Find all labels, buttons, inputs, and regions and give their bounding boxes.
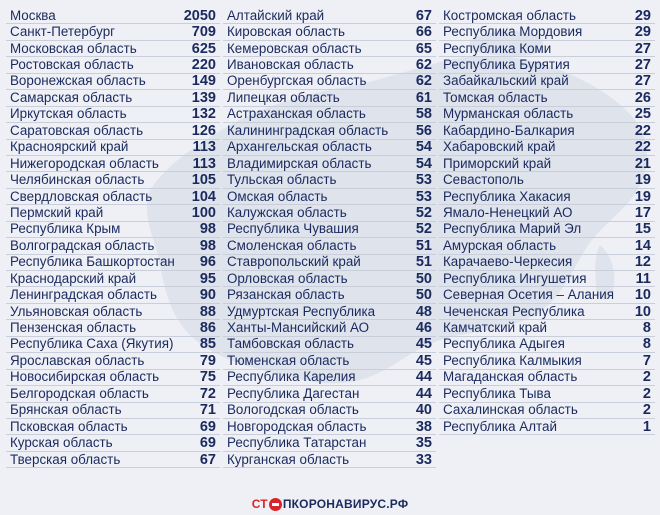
- region-name: Мурманская область: [443, 106, 574, 122]
- table-row: [439, 353, 655, 369]
- case-count: 2050: [183, 7, 216, 24]
- region-name: Республика Крым: [10, 221, 121, 237]
- table-row: [6, 205, 220, 221]
- table-row: [223, 353, 436, 369]
- case-count: 33: [415, 451, 432, 468]
- table-row: [6, 172, 220, 188]
- table-row: [6, 24, 220, 40]
- case-count: 40: [415, 402, 432, 419]
- region-name: Курская область: [10, 435, 113, 451]
- case-count: 29: [634, 7, 651, 24]
- table-row: [6, 57, 220, 73]
- table-row: [6, 74, 220, 90]
- table-row: [223, 140, 436, 156]
- region-name: Ямало-Ненецкий АО: [443, 204, 573, 220]
- case-count: 88: [199, 303, 216, 320]
- table-row: [223, 107, 436, 123]
- case-count: 100: [191, 204, 216, 221]
- case-count: 48: [415, 303, 432, 320]
- case-count: 58: [415, 106, 432, 123]
- region-name: Калужская область: [227, 204, 347, 220]
- region-name: Республика Бурятия: [443, 57, 570, 73]
- table-row: [223, 123, 436, 139]
- region-name: Пермский край: [10, 204, 104, 220]
- case-count: 52: [415, 221, 432, 238]
- case-count: 50: [415, 287, 432, 304]
- case-count: 14: [634, 237, 651, 254]
- region-name: Ярославская область: [10, 352, 145, 368]
- case-count: 113: [192, 155, 216, 172]
- table-row: [439, 287, 655, 303]
- region-name: Томская область: [443, 89, 548, 105]
- table-row: [6, 271, 220, 287]
- case-count: 51: [415, 237, 432, 254]
- region-name: Смоленская область: [227, 237, 357, 253]
- table-row: [223, 74, 436, 90]
- table-row: [223, 403, 436, 419]
- case-count: 72: [199, 385, 216, 402]
- region-name: Брянская область: [10, 402, 122, 418]
- case-count: 79: [199, 352, 216, 369]
- case-count: 25: [634, 106, 651, 123]
- region-name: Магаданская область: [443, 369, 578, 385]
- case-count: 98: [199, 237, 216, 254]
- case-count: 95: [199, 270, 216, 287]
- case-count: 45: [415, 352, 432, 369]
- region-name: Республика Хакасия: [443, 188, 571, 204]
- region-name: Ханты-Мансийский АО: [227, 320, 370, 336]
- region-name: Ростовская область: [10, 57, 134, 73]
- region-name: Чеченская Республика: [443, 303, 585, 319]
- table-row: [439, 271, 655, 287]
- case-count: 67: [415, 7, 432, 24]
- table-row: [223, 222, 436, 238]
- region-name: Нижегородская область: [10, 155, 159, 171]
- case-count: 12: [634, 254, 651, 271]
- case-count: 90: [199, 287, 216, 304]
- table-row: [439, 107, 655, 123]
- table-row: [6, 123, 220, 139]
- case-count: 625: [191, 40, 216, 57]
- region-name: Ульяновская область: [10, 303, 143, 319]
- table-row: [223, 156, 436, 172]
- region-name: Астраханская область: [227, 106, 366, 122]
- region-name: Республика Ингушетия: [443, 270, 587, 286]
- table-row: [6, 222, 220, 238]
- region-name: Республика Мордовия: [443, 24, 583, 40]
- region-name: Удмуртская Республика: [227, 303, 376, 319]
- table-row: [6, 255, 220, 271]
- table-row: [6, 304, 220, 320]
- region-name: Воронежская область: [10, 73, 146, 89]
- region-name: Кировская область: [227, 24, 345, 40]
- table-row: [439, 222, 655, 238]
- cases-table: [6, 8, 656, 474]
- region-name: Северная Осетия – Алания: [443, 287, 614, 303]
- table-row: [439, 337, 655, 353]
- case-count: 96: [199, 254, 216, 271]
- case-count: 62: [415, 73, 432, 90]
- table-row: [223, 90, 436, 106]
- region-name: Тульская область: [227, 172, 337, 188]
- case-count: 46: [415, 320, 432, 337]
- table-row: [6, 107, 220, 123]
- case-count: 67: [199, 451, 216, 468]
- case-count: 54: [415, 155, 432, 172]
- table-row: [223, 386, 436, 402]
- case-count: 19: [634, 188, 651, 205]
- region-name: Рязанская область: [227, 287, 345, 303]
- case-count: 19: [634, 172, 651, 189]
- table-row: [439, 90, 655, 106]
- table-row: [6, 435, 220, 451]
- region-name: Красноярский край: [10, 139, 129, 155]
- region-name: Костромская область: [443, 7, 577, 23]
- region-name: Санкт-Петербург: [10, 24, 116, 40]
- case-count: 53: [415, 188, 432, 205]
- case-count: 85: [199, 336, 216, 353]
- table-row: [223, 419, 436, 435]
- case-count: 105: [191, 172, 216, 189]
- region-name: Республика Марий Эл: [443, 221, 582, 237]
- table-row: [6, 370, 220, 386]
- table-row: [439, 8, 655, 24]
- case-count: 10: [634, 287, 651, 304]
- case-count: 44: [415, 385, 432, 402]
- table-row: [6, 452, 220, 468]
- table-row: [6, 403, 220, 419]
- case-count: 45: [415, 336, 432, 353]
- region-name: Республика Алтай: [443, 418, 557, 434]
- table-row: [223, 452, 436, 468]
- region-name: Республика Дагестан: [227, 385, 360, 401]
- case-count: 69: [199, 418, 216, 435]
- stop-sign-icon: [269, 498, 282, 511]
- table-row: [223, 337, 436, 353]
- logo-text-end: ПКОРОНАВИРУС.РФ: [282, 497, 409, 511]
- case-count: 75: [199, 369, 216, 386]
- region-name: Московская область: [10, 40, 137, 56]
- table-row: [439, 123, 655, 139]
- case-count: 2: [642, 385, 651, 402]
- case-count: 2: [642, 402, 651, 419]
- case-count: 38: [415, 418, 432, 435]
- region-name: Ставропольский край: [227, 254, 361, 270]
- case-count: 22: [634, 122, 651, 139]
- logo-text-start: СТ: [251, 497, 268, 511]
- case-count: 62: [415, 57, 432, 74]
- region-name: Псковская область: [10, 418, 128, 434]
- table-row: [439, 57, 655, 73]
- case-count: 10: [634, 303, 651, 320]
- table-row: [6, 90, 220, 106]
- region-name: Липецкая область: [227, 89, 340, 105]
- table-row: [439, 140, 655, 156]
- case-count: 52: [415, 204, 432, 221]
- region-name: Москва: [10, 7, 56, 23]
- region-name: Алтайский край: [227, 7, 325, 23]
- table-row: [439, 172, 655, 188]
- case-count: 21: [634, 155, 651, 172]
- region-name: Краснодарский край: [10, 270, 137, 286]
- region-name: Курганская область: [227, 451, 350, 467]
- region-name: Республика Чувашия: [227, 221, 359, 237]
- case-count: 29: [634, 24, 651, 41]
- table-row: [6, 238, 220, 254]
- region-name: Пензенская область: [10, 320, 137, 336]
- region-name: Тамбовская область: [227, 336, 355, 352]
- table-row: [223, 370, 436, 386]
- region-name: Омская область: [227, 188, 328, 204]
- case-count: 54: [415, 139, 432, 156]
- case-count: 1: [642, 418, 651, 435]
- table-row: [6, 353, 220, 369]
- table-row: [223, 435, 436, 451]
- table-row: [223, 172, 436, 188]
- region-name: Оренбургская область: [227, 73, 367, 89]
- table-row: [223, 8, 436, 24]
- case-count: 53: [415, 172, 432, 189]
- table-row: [223, 24, 436, 40]
- region-name: Орловская область: [227, 270, 348, 286]
- case-count: 8: [642, 336, 651, 353]
- region-name: Севастополь: [443, 172, 524, 188]
- case-count: 61: [415, 89, 432, 106]
- region-name: Забайкальский край: [443, 73, 569, 89]
- table-row: [223, 205, 436, 221]
- region-name: Республика Карелия: [227, 369, 356, 385]
- case-count: 27: [634, 73, 651, 90]
- case-count: 86: [199, 320, 216, 337]
- case-count: 27: [634, 57, 651, 74]
- region-name: Свердловская область: [10, 188, 153, 204]
- region-name: Республика Саха (Якутия): [10, 336, 174, 352]
- case-count: 126: [191, 122, 216, 139]
- case-count: 132: [191, 106, 216, 123]
- table-row: [439, 419, 655, 435]
- table-row: [223, 41, 436, 57]
- site-logo[interactable]: [252, 497, 409, 511]
- table-row: [223, 57, 436, 73]
- table-row: [439, 386, 655, 402]
- case-count: 2: [642, 369, 651, 386]
- column-3: [439, 8, 655, 435]
- table-row: [223, 255, 436, 271]
- region-name: Сахалинская область: [443, 402, 578, 418]
- table-row: [439, 189, 655, 205]
- table-row: [6, 287, 220, 303]
- region-name: Ивановская область: [227, 57, 354, 73]
- table-row: [439, 255, 655, 271]
- case-count: 149: [191, 73, 216, 90]
- case-count: 139: [191, 89, 216, 106]
- table-row: [439, 205, 655, 221]
- table-row: [439, 370, 655, 386]
- case-count: 8: [642, 320, 651, 337]
- case-count: 51: [415, 254, 432, 271]
- region-name: Тюменская область: [227, 352, 350, 368]
- table-row: [6, 386, 220, 402]
- case-count: 104: [191, 188, 216, 205]
- case-count: 98: [199, 221, 216, 238]
- table-row: [6, 189, 220, 205]
- table-row: [6, 41, 220, 57]
- region-name: Кабардино-Балкария: [443, 122, 575, 138]
- table-row: [223, 287, 436, 303]
- table-row: [439, 403, 655, 419]
- table-row: [439, 320, 655, 336]
- region-name: Архангельская область: [227, 139, 372, 155]
- case-count: 11: [635, 270, 651, 287]
- case-count: 44: [415, 369, 432, 386]
- region-name: Саратовская область: [10, 122, 144, 138]
- region-name: Ленинградская область: [10, 287, 157, 303]
- case-count: 27: [634, 40, 651, 57]
- case-count: 56: [415, 122, 432, 139]
- region-name: Новосибирская область: [10, 369, 160, 385]
- region-name: Республика Татарстан: [227, 435, 367, 451]
- table-row: [6, 156, 220, 172]
- region-name: Республика Башкортостан: [10, 254, 175, 270]
- table-row: [439, 74, 655, 90]
- region-name: Республика Тыва: [443, 385, 551, 401]
- case-count: 65: [415, 40, 432, 57]
- case-count: 35: [415, 435, 432, 452]
- footer: [0, 494, 660, 514]
- table-row: [6, 320, 220, 336]
- region-name: Новгородская область: [227, 418, 367, 434]
- table-row: [439, 24, 655, 40]
- case-count: 15: [634, 221, 651, 238]
- case-count: 66: [415, 24, 432, 41]
- table-row: [439, 238, 655, 254]
- table-row: [6, 8, 220, 24]
- region-name: Амурская область: [443, 237, 557, 253]
- table-row: [439, 41, 655, 57]
- column-2: [223, 8, 436, 468]
- case-count: 17: [634, 204, 651, 221]
- case-count: 26: [634, 89, 651, 106]
- table-row: [6, 337, 220, 353]
- region-name: Белгородская область: [10, 385, 149, 401]
- region-name: Самарская область: [10, 89, 133, 105]
- region-name: Иркутская область: [10, 106, 127, 122]
- region-name: Республика Коми: [443, 40, 552, 56]
- table-row: [6, 140, 220, 156]
- table-row: [439, 304, 655, 320]
- region-name: Волгоградская область: [10, 237, 155, 253]
- region-name: Приморский край: [443, 155, 552, 171]
- column-1: [6, 8, 220, 468]
- case-count: 22: [634, 139, 651, 156]
- region-name: Челябинская область: [10, 172, 145, 188]
- case-count: 7: [642, 352, 651, 369]
- case-count: 113: [192, 139, 216, 156]
- region-name: Кемеровская область: [227, 40, 362, 56]
- region-name: Камчатский край: [443, 320, 548, 336]
- case-count: 220: [191, 57, 216, 74]
- region-name: Хабаровский край: [443, 139, 556, 155]
- table-row: [223, 304, 436, 320]
- table-row: [6, 419, 220, 435]
- table-row: [223, 189, 436, 205]
- case-count: 50: [415, 270, 432, 287]
- region-name: Республика Адыгея: [443, 336, 565, 352]
- case-count: 69: [199, 435, 216, 452]
- region-name: Республика Калмыкия: [443, 352, 582, 368]
- region-name: Вологодская область: [227, 402, 359, 418]
- region-name: Калининградская область: [227, 122, 389, 138]
- region-name: Карачаево-Черкесия: [443, 254, 573, 270]
- table-row: [223, 320, 436, 336]
- case-count: 71: [199, 402, 216, 419]
- region-name: Тверская область: [10, 451, 121, 467]
- region-name: Владимирская область: [227, 155, 372, 171]
- table-row: [439, 156, 655, 172]
- case-count: 709: [191, 24, 216, 41]
- table-row: [223, 238, 436, 254]
- table-row: [223, 271, 436, 287]
